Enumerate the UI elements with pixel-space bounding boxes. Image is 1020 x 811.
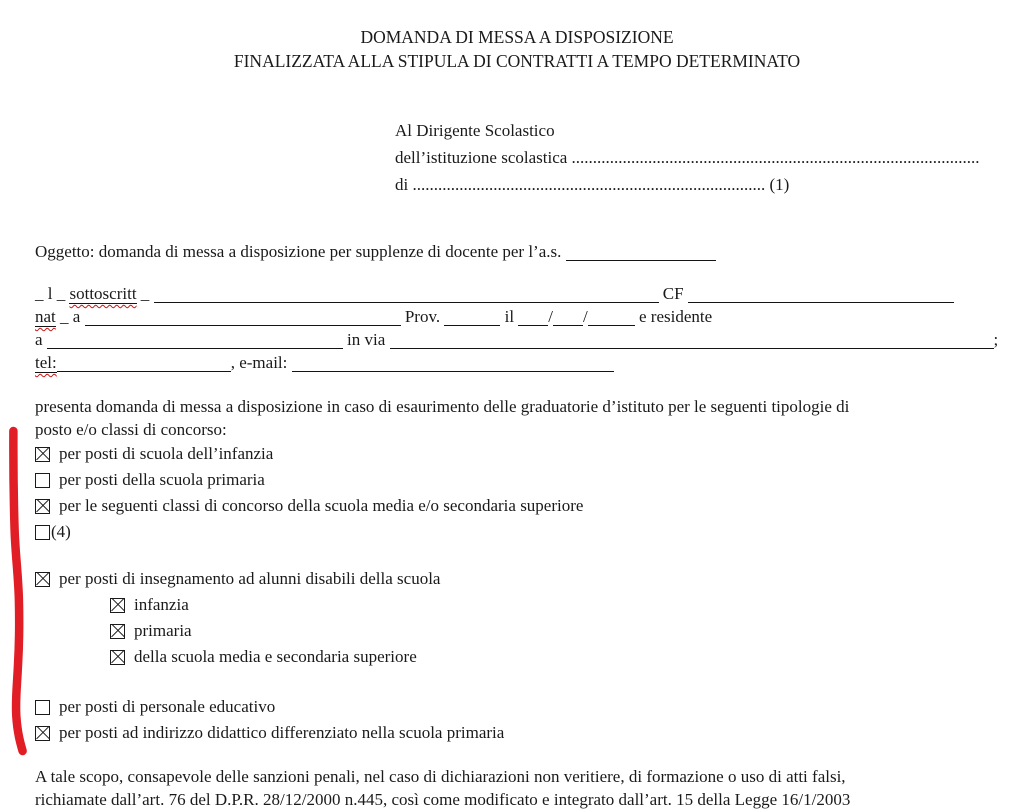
blank-field[interactable]	[154, 287, 659, 303]
subject-line	[35, 240, 1010, 263]
addressee-line-3: di ................................................................................... (1)	[395, 175, 790, 194]
intro-line-1: presenta domanda di messa a disposizione in caso di esaurimento delle graduatorie d’istituto per le seguenti tipologie di	[35, 397, 850, 416]
checkbox-row	[35, 694, 1010, 720]
text-segment: e residente	[634, 307, 713, 326]
blank-field[interactable]	[566, 245, 716, 261]
blank-field[interactable]	[292, 356, 614, 372]
text-segment: _ l _	[35, 284, 70, 303]
text-segment: Oggetto: domanda di messa a disposizione per supplenze di docente per l’a.s.	[35, 242, 566, 261]
intro-paragraph	[35, 395, 1010, 441]
checkbox-label: per posti di scuola dell’infanzia	[59, 444, 274, 463]
checkbox-row	[110, 618, 1010, 644]
checkbox-label: per posti ad indirizzo didattico differenziato nella scuola primaria	[59, 723, 505, 742]
blank-field[interactable]	[444, 310, 500, 326]
spacer	[35, 670, 1010, 694]
form-line-contatti	[35, 351, 1010, 374]
title-line-2: FINALIZZATA ALLA STIPULA DI CONTRATTI A TEMPO DETERMINATO	[233, 51, 801, 71]
closing-paragraph	[35, 765, 1010, 811]
addressee-line-2: dell’istituzione scolastica ................................................................................................	[395, 148, 980, 167]
checkbox-label: primaria	[134, 621, 192, 640]
checkbox-checked[interactable]	[110, 598, 125, 613]
checkbox-checked[interactable]	[35, 499, 50, 514]
checklist-other	[35, 694, 1010, 746]
blank-field[interactable]	[518, 310, 548, 326]
text-segment: /	[583, 307, 588, 326]
checkbox-row	[35, 566, 1010, 592]
checkbox-row	[35, 493, 1010, 519]
text-segment: a	[35, 330, 47, 349]
text-segment: , e-mail:	[230, 353, 292, 372]
checkbox-label: per posti di insegnamento ad alunni disabili della scuola	[59, 569, 441, 588]
checkbox-unchecked[interactable]	[35, 700, 50, 715]
checkbox-unchecked[interactable]	[35, 525, 50, 540]
checkbox-label: per posti di personale educativo	[59, 697, 276, 716]
checkbox-checked[interactable]	[35, 447, 50, 462]
intro-line-2: posto e/o classi di concorso:	[35, 420, 227, 439]
misspelled-word: sottoscritt	[69, 284, 137, 303]
checkbox-checked[interactable]	[110, 624, 125, 639]
blank-field[interactable]	[47, 333, 343, 349]
misspelled-word: tel:	[35, 353, 57, 372]
checklist-disabili-header	[35, 566, 1010, 592]
checkbox-row	[35, 519, 1010, 545]
checkbox-row	[35, 720, 1010, 746]
misspelled-word: nat	[35, 307, 56, 326]
blank-field[interactable]	[390, 333, 994, 349]
addressee-block	[395, 117, 1010, 198]
closing-line-2: richiamate dall’art. 76 del D.P.R. 28/12/2000 n.445, così come modificato e integrato dall’art. 15 della Legge 16/1/2003	[35, 790, 851, 809]
document-title	[35, 25, 999, 73]
checkbox-row	[110, 644, 1010, 670]
checkbox-row	[35, 467, 1010, 493]
checkbox-checked[interactable]	[35, 726, 50, 741]
blank-field[interactable]	[588, 310, 635, 326]
text-segment: ;	[993, 330, 999, 349]
blank-field[interactable]	[85, 310, 401, 326]
checkbox-unchecked[interactable]	[35, 473, 50, 488]
text-segment: CF	[658, 284, 688, 303]
checklist-primary	[35, 441, 1010, 545]
form-line-nato	[35, 305, 1010, 328]
checklist-disabili-sub	[35, 592, 1010, 670]
personal-data-section	[35, 282, 1010, 374]
text-segment: _	[136, 284, 154, 303]
checkbox-checked[interactable]	[35, 572, 50, 587]
blank-field[interactable]	[553, 310, 583, 326]
checkbox-row	[110, 592, 1010, 618]
checkbox-checked[interactable]	[110, 650, 125, 665]
addressee-line-1: Al Dirigente Scolastico	[395, 121, 555, 140]
red-marker-stroke	[13, 431, 22, 751]
checkbox-label: (4)	[51, 522, 71, 541]
text-segment: Prov.	[400, 307, 445, 326]
title-line-1: DOMANDA DI MESSA A DISPOSIZIONE	[360, 27, 674, 47]
checkbox-label: infanzia	[134, 595, 189, 614]
checkbox-label: della scuola media e secondaria superiore	[134, 647, 417, 666]
checkbox-row	[35, 441, 1010, 467]
checkbox-label: per le seguenti classi di concorso della scuola media e/o secondaria superiore	[59, 496, 584, 515]
text-segment: in via	[342, 330, 390, 349]
spacer	[35, 545, 1010, 566]
form-line-residenza	[35, 328, 1010, 351]
blank-field[interactable]	[688, 287, 954, 303]
checkbox-label: per posti della scuola primaria	[59, 470, 265, 489]
text-segment: il	[500, 307, 519, 326]
text-segment: _ a	[55, 307, 85, 326]
form-line-sottoscritto	[35, 282, 1010, 305]
text-segment: /	[548, 307, 554, 326]
blank-field[interactable]	[57, 356, 231, 372]
closing-line-1: A tale scopo, consapevole delle sanzioni penali, nel caso di dichiarazioni non veritiere, di formazione o uso di atti falsi,	[35, 767, 846, 786]
